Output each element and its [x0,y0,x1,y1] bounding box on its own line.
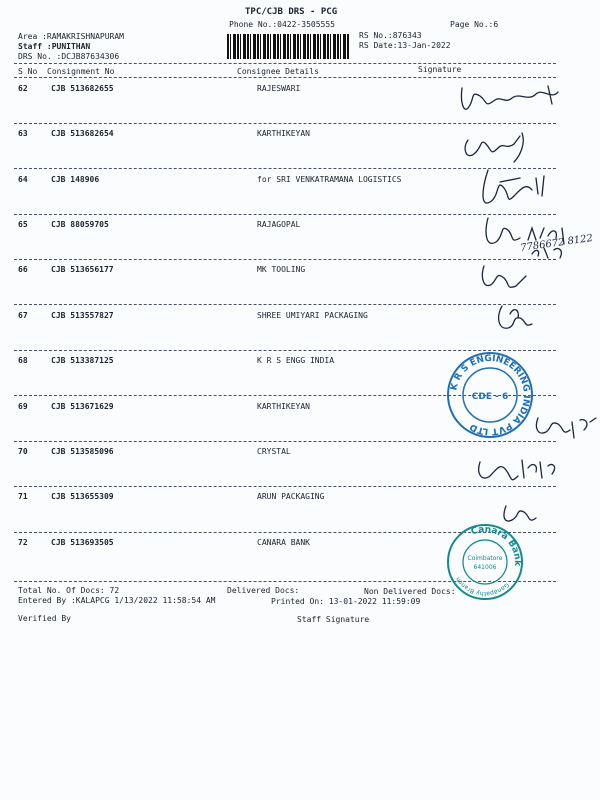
row-consignee: CRYSTAL [257,447,291,456]
page-number: Page No.:6 [450,20,499,29]
svg-text:Canara Bank: Canara Bank [469,524,523,567]
row-consignee: ARUN PACKAGING [257,492,325,501]
verified-by: Verified By [18,614,71,623]
svg-text:Ganapathy Branch: Ganapathy Branch [454,575,511,598]
phone-number: Phone No.:0422-3505555 [229,20,335,29]
svg-text:Coimbatore: Coimbatore [467,555,503,562]
barcode [227,34,349,59]
printed-on: Printed On: 13-01-2022 11:59:09 [271,597,421,606]
krs-company-stamp [445,350,535,440]
row-sno: 71 [18,492,28,501]
row-consignee: RAJESWARI [257,84,301,93]
row-consignment: CJB 513387125 [51,356,114,365]
svg-text:K R S ENGINEERING INDIA PVT LT: K R S ENGINEERING INDIA PVT LTD [449,353,532,437]
column-signature: Signature [418,65,462,74]
row-sno: 72 [18,538,28,547]
row-consignment: CJB 513557827 [51,311,114,320]
rs-number: RS No.:876343 [359,31,422,40]
divider [14,63,556,64]
row-sno: 67 [18,311,28,320]
row-consignee: K R S ENGG INDIA [257,356,335,365]
row-consignment: CJB 513693505 [51,538,114,547]
row-consignee: CANARA BANK [257,538,310,547]
delivered-docs: Delivered Docs: [227,586,300,595]
row-sno: 65 [18,220,28,229]
svg-text:CDE - 6: CDE - 6 [471,392,509,402]
row-consignment: CJB 513682655 [51,84,114,93]
row-consignee: SHREE UMIYARI PACKAGING [257,311,368,320]
column-consignment: Consignment No [47,67,115,76]
drs-number: DRS No. :DCJB87634306 [18,52,120,61]
column-sno: S No [18,67,38,76]
area-label: Area :RAMAKRISHNAPURAM [18,32,124,41]
row-consignment: CJB 513585096 [51,447,114,456]
row-consignee: KARTHIKEYAN [257,129,310,138]
canara-bank-stamp [445,522,525,602]
row-consignee: KARTHIKEYAN [257,402,310,411]
row-consignment: CJB 513656177 [51,265,114,274]
row-sno: 63 [18,129,28,138]
staff-signature-label: Staff Signature [297,615,370,624]
rs-date: RS Date:13-Jan-2022 [359,41,451,50]
row-sno: 64 [18,175,28,184]
document-title: TPC/CJB DRS - PCG [245,7,338,17]
row-sno: 70 [18,447,28,456]
row-sno: 68 [18,356,28,365]
non-delivered-docs: Non Delivered Docs: [364,587,456,596]
row-consignment: CJB 88059705 [51,220,109,229]
row-consignee: for SRI VENKATRAMANA LOGISTICS [257,175,402,184]
row-consignment: CJB 513671629 [51,402,114,411]
row-consignment: CJB 148906 [51,175,100,184]
staff-label: Staff :PUNITHAN [18,42,91,51]
row-consignment: CJB 513682654 [51,129,114,138]
column-consignee: Consignee Details [237,67,319,76]
row-sno: 66 [18,265,28,274]
row-sno: 62 [18,84,28,93]
entered-by: Entered By :KALAPCG 1/13/2022 11:58:54 AM [18,596,216,605]
svg-text:641006: 641006 [473,564,497,571]
row-consignee: RAJAGOPAL [257,220,301,229]
row-sno: 69 [18,402,28,411]
handwritten-note: 7786672 8122 [519,232,594,255]
signatures-handwriting [440,78,600,588]
row-consignee: MK TOOLING [257,265,306,274]
total-docs: Total No. Of Docs: 72 [18,586,120,595]
row-consignment: CJB 513655309 [51,492,114,501]
